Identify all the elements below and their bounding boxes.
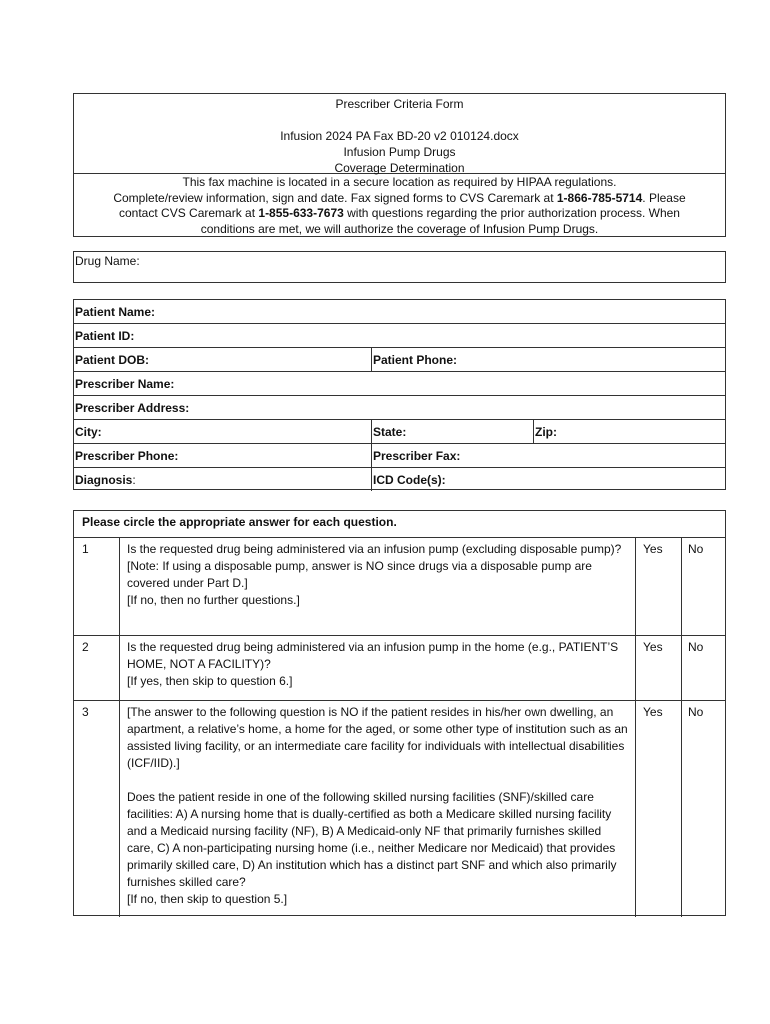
patient-name-row[interactable] xyxy=(74,300,725,324)
prescriber-phone-field[interactable]: Prescriber Phone: xyxy=(75,449,179,463)
notice-line-3: contact CVS Caremark at 1-855-633-7673 with questions regarding the prior authorization process. When xyxy=(119,206,680,220)
drug-name-label: Drug Name: xyxy=(75,254,140,268)
patient-dob-field[interactable]: Patient DOB: xyxy=(75,353,150,367)
question-number: 1 xyxy=(82,542,89,556)
prescriber-contact-row xyxy=(74,444,725,468)
question-text: [The answer to the following question is NO if the patient resides in his/her own dwelling, an apartment, a relative’s home, a home for the aged, or some other type of institution such as an assisted living facility, or an intermediate care facility for individuals with intellectual disabilities (ICF/IID).] Does the patient reside in one of the following skilled nursing facilities (SNF)/skilled care facilities: A) A nursing home that is dually-certified as both a Medicare skilled nursing facility and a Medicaid nursing facility (NF), B) A Medicaid-only NF that primarily furnishes skilled care, C) A non-participating nursing home (i.e., neither Medicare nor Medicaid) that provides primarily skilled care, D) An institution which has a distinct part SNF and which also primarily furnishes skilled care? [If no, then skip to question 5.] xyxy=(119,701,635,917)
notice-line-4: conditions are met, we will authorize the coverage of Infusion Pump Drugs. xyxy=(200,221,599,236)
answer-yes[interactable]: Yes xyxy=(635,538,681,635)
question-row xyxy=(74,701,725,917)
fax-notice xyxy=(74,174,725,237)
question-row xyxy=(74,636,725,701)
document-name: Infusion 2024 PA Fax BD-20 v2 010124.docx xyxy=(280,129,519,143)
patient-dob-row xyxy=(74,348,725,372)
answer-yes[interactable]: Yes xyxy=(635,636,681,700)
fax-number: 1-866-785-5714 xyxy=(556,190,643,205)
questions-instruction: Please circle the appropriate answer for each question. xyxy=(74,511,725,538)
drug-class: Infusion Pump Drugs xyxy=(343,145,456,159)
question-text: Is the requested drug being administered via an infusion pump in the home (e.g., PATIENT’S HOME, NOT A FACILITY)? [If yes, then skip to question 6.] xyxy=(119,636,635,700)
answer-no[interactable]: No xyxy=(681,701,725,917)
diagnosis-field[interactable]: Diagnosis: xyxy=(75,473,136,487)
icd-code-field[interactable]: ICD Code(s): xyxy=(371,468,725,491)
questions-table xyxy=(73,510,726,916)
answer-no[interactable]: No xyxy=(681,636,725,700)
prescriber-address-label: Prescriber Address: xyxy=(75,401,190,415)
question-number: 3 xyxy=(82,705,89,719)
patient-phone-field[interactable]: Patient Phone: xyxy=(371,348,725,371)
zip-field[interactable]: Zip: xyxy=(533,420,725,443)
prescriber-name-row[interactable] xyxy=(74,372,725,396)
patient-id-row[interactable] xyxy=(74,324,725,348)
drug-name-field[interactable] xyxy=(73,251,726,283)
diagnosis-row xyxy=(74,468,725,491)
answer-yes[interactable]: Yes xyxy=(635,701,681,917)
answer-no[interactable]: No xyxy=(681,538,725,635)
form-title: Prescriber Criteria Form xyxy=(335,97,464,111)
form-header xyxy=(73,93,726,237)
city-state-zip-row xyxy=(74,420,725,444)
notice-line-1: This fax machine is located in a secure location as required by HIPAA regulations. xyxy=(182,175,617,189)
prescriber-address-row[interactable] xyxy=(74,396,725,420)
patient-name-label: Patient Name: xyxy=(75,305,156,319)
notice-line-2: Complete/review information, sign and date. Fax signed forms to CVS Caremark at 1-866-785-5714. Please xyxy=(113,190,686,205)
header-title-block xyxy=(74,94,725,174)
question-row xyxy=(74,538,725,636)
state-field[interactable]: State: xyxy=(371,420,533,443)
question-text: Is the requested drug being administered via an infusion pump (excluding disposable pump)? [Note: If using a disposable pump, answer is NO since drugs via a disposable pump are covered under Part D.] [If no, then no further questions.] xyxy=(119,538,635,635)
patient-id-label: Patient ID: xyxy=(75,329,135,343)
city-field[interactable]: City: xyxy=(75,425,102,439)
question-number: 2 xyxy=(82,640,89,654)
determination-type: Coverage Determination xyxy=(334,161,465,175)
prescriber-name-label: Prescriber Name: xyxy=(75,377,175,391)
patient-info-table xyxy=(73,299,726,490)
prescriber-fax-field[interactable]: Prescriber Fax: xyxy=(371,444,725,467)
phone-number: 1-855-633-7673 xyxy=(258,206,344,220)
